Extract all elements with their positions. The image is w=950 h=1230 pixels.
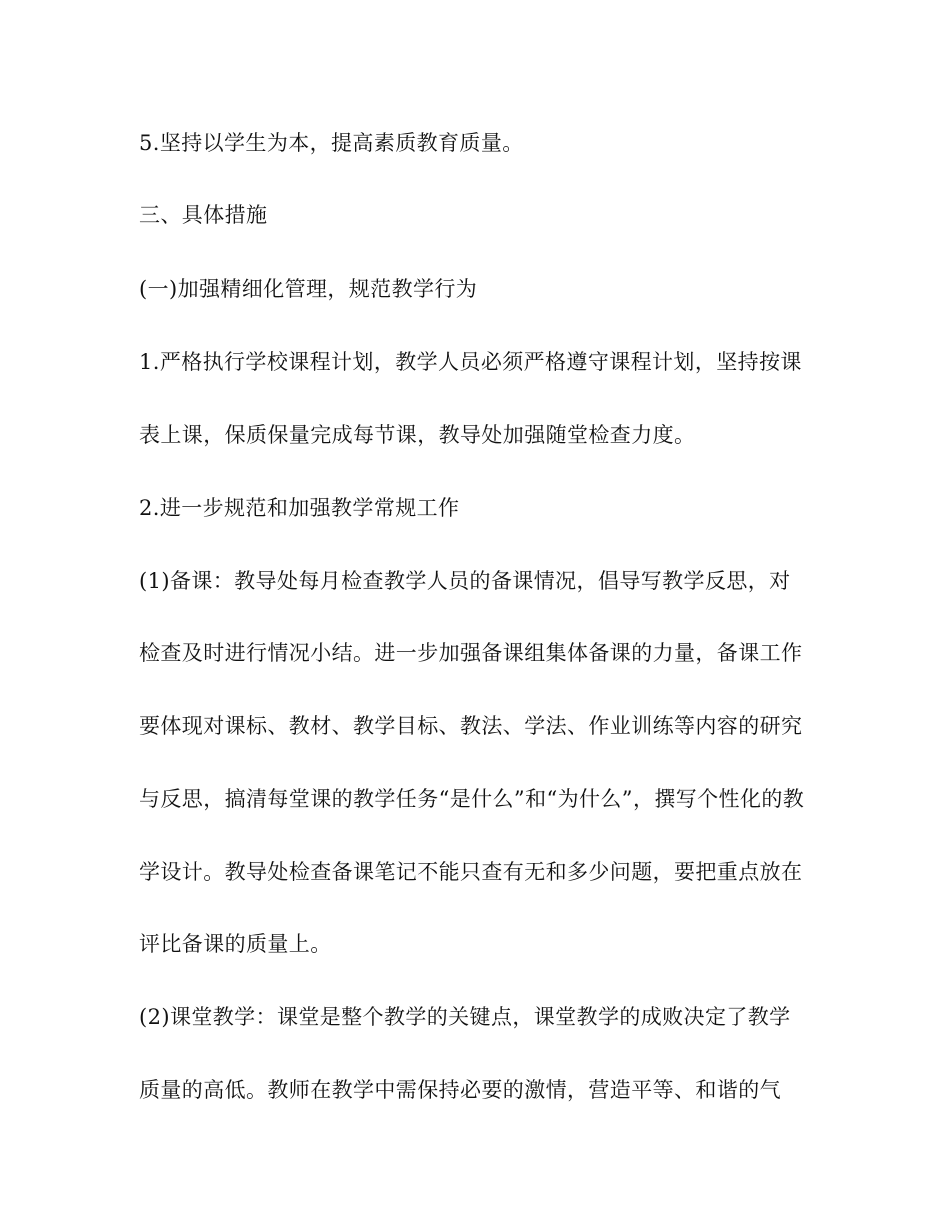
- paragraph-lesson-prep-line-4: 与反思，搞清每堂课的教学任务“是什么”和“为什么”，撰写个性化的教: [139, 787, 805, 811]
- paragraph-lesson-prep-line-1: (1)备课：教导处每月检查教学人员的备课情况，倡导写教学反思，对: [139, 569, 791, 593]
- paragraph-lesson-prep-line-6: 评比备课的质量上。: [139, 932, 332, 956]
- paragraph-classroom-teaching-line-2: 质量的高低。教师在教学中需保持必要的激情，营造平等、和谐的气: [139, 1078, 781, 1102]
- paragraph-principle-5: 5.坚持以学生为本，提高素质教育质量。: [139, 131, 524, 155]
- paragraph-item-1-line-2: 表上课，保质保量完成每节课，教导处加强随堂检查力度。: [139, 423, 696, 447]
- paragraph-item-1-line-1: 1.严格执行学校课程计划，教学人员必须严格遵守课程计划，坚持按课: [139, 350, 802, 374]
- paragraph-lesson-prep-line-2: 检查及时进行情况小结。进一步加强备课组集体备课的力量，备课工作: [139, 641, 803, 665]
- paragraph-item-2-heading: 2.进一步规范和加强教学常规工作: [139, 496, 460, 520]
- paragraph-lesson-prep-line-3: 要体现对课标、教材、教学目标、教法、学法、作业训练等内容的研究: [139, 714, 803, 738]
- paragraph-lesson-prep-line-5: 学设计。教导处检查备课笔记不能只查有无和多少问题，要把重点放在: [139, 860, 803, 884]
- subsection-heading-refined-management: (一)加强精细化管理，规范教学行为: [139, 277, 478, 301]
- section-heading-specific-measures: 三、具体措施: [139, 203, 268, 227]
- paragraph-classroom-teaching-line-1: (2)课堂教学：课堂是整个教学的关键点，课堂教学的成败决定了教学: [139, 1005, 791, 1029]
